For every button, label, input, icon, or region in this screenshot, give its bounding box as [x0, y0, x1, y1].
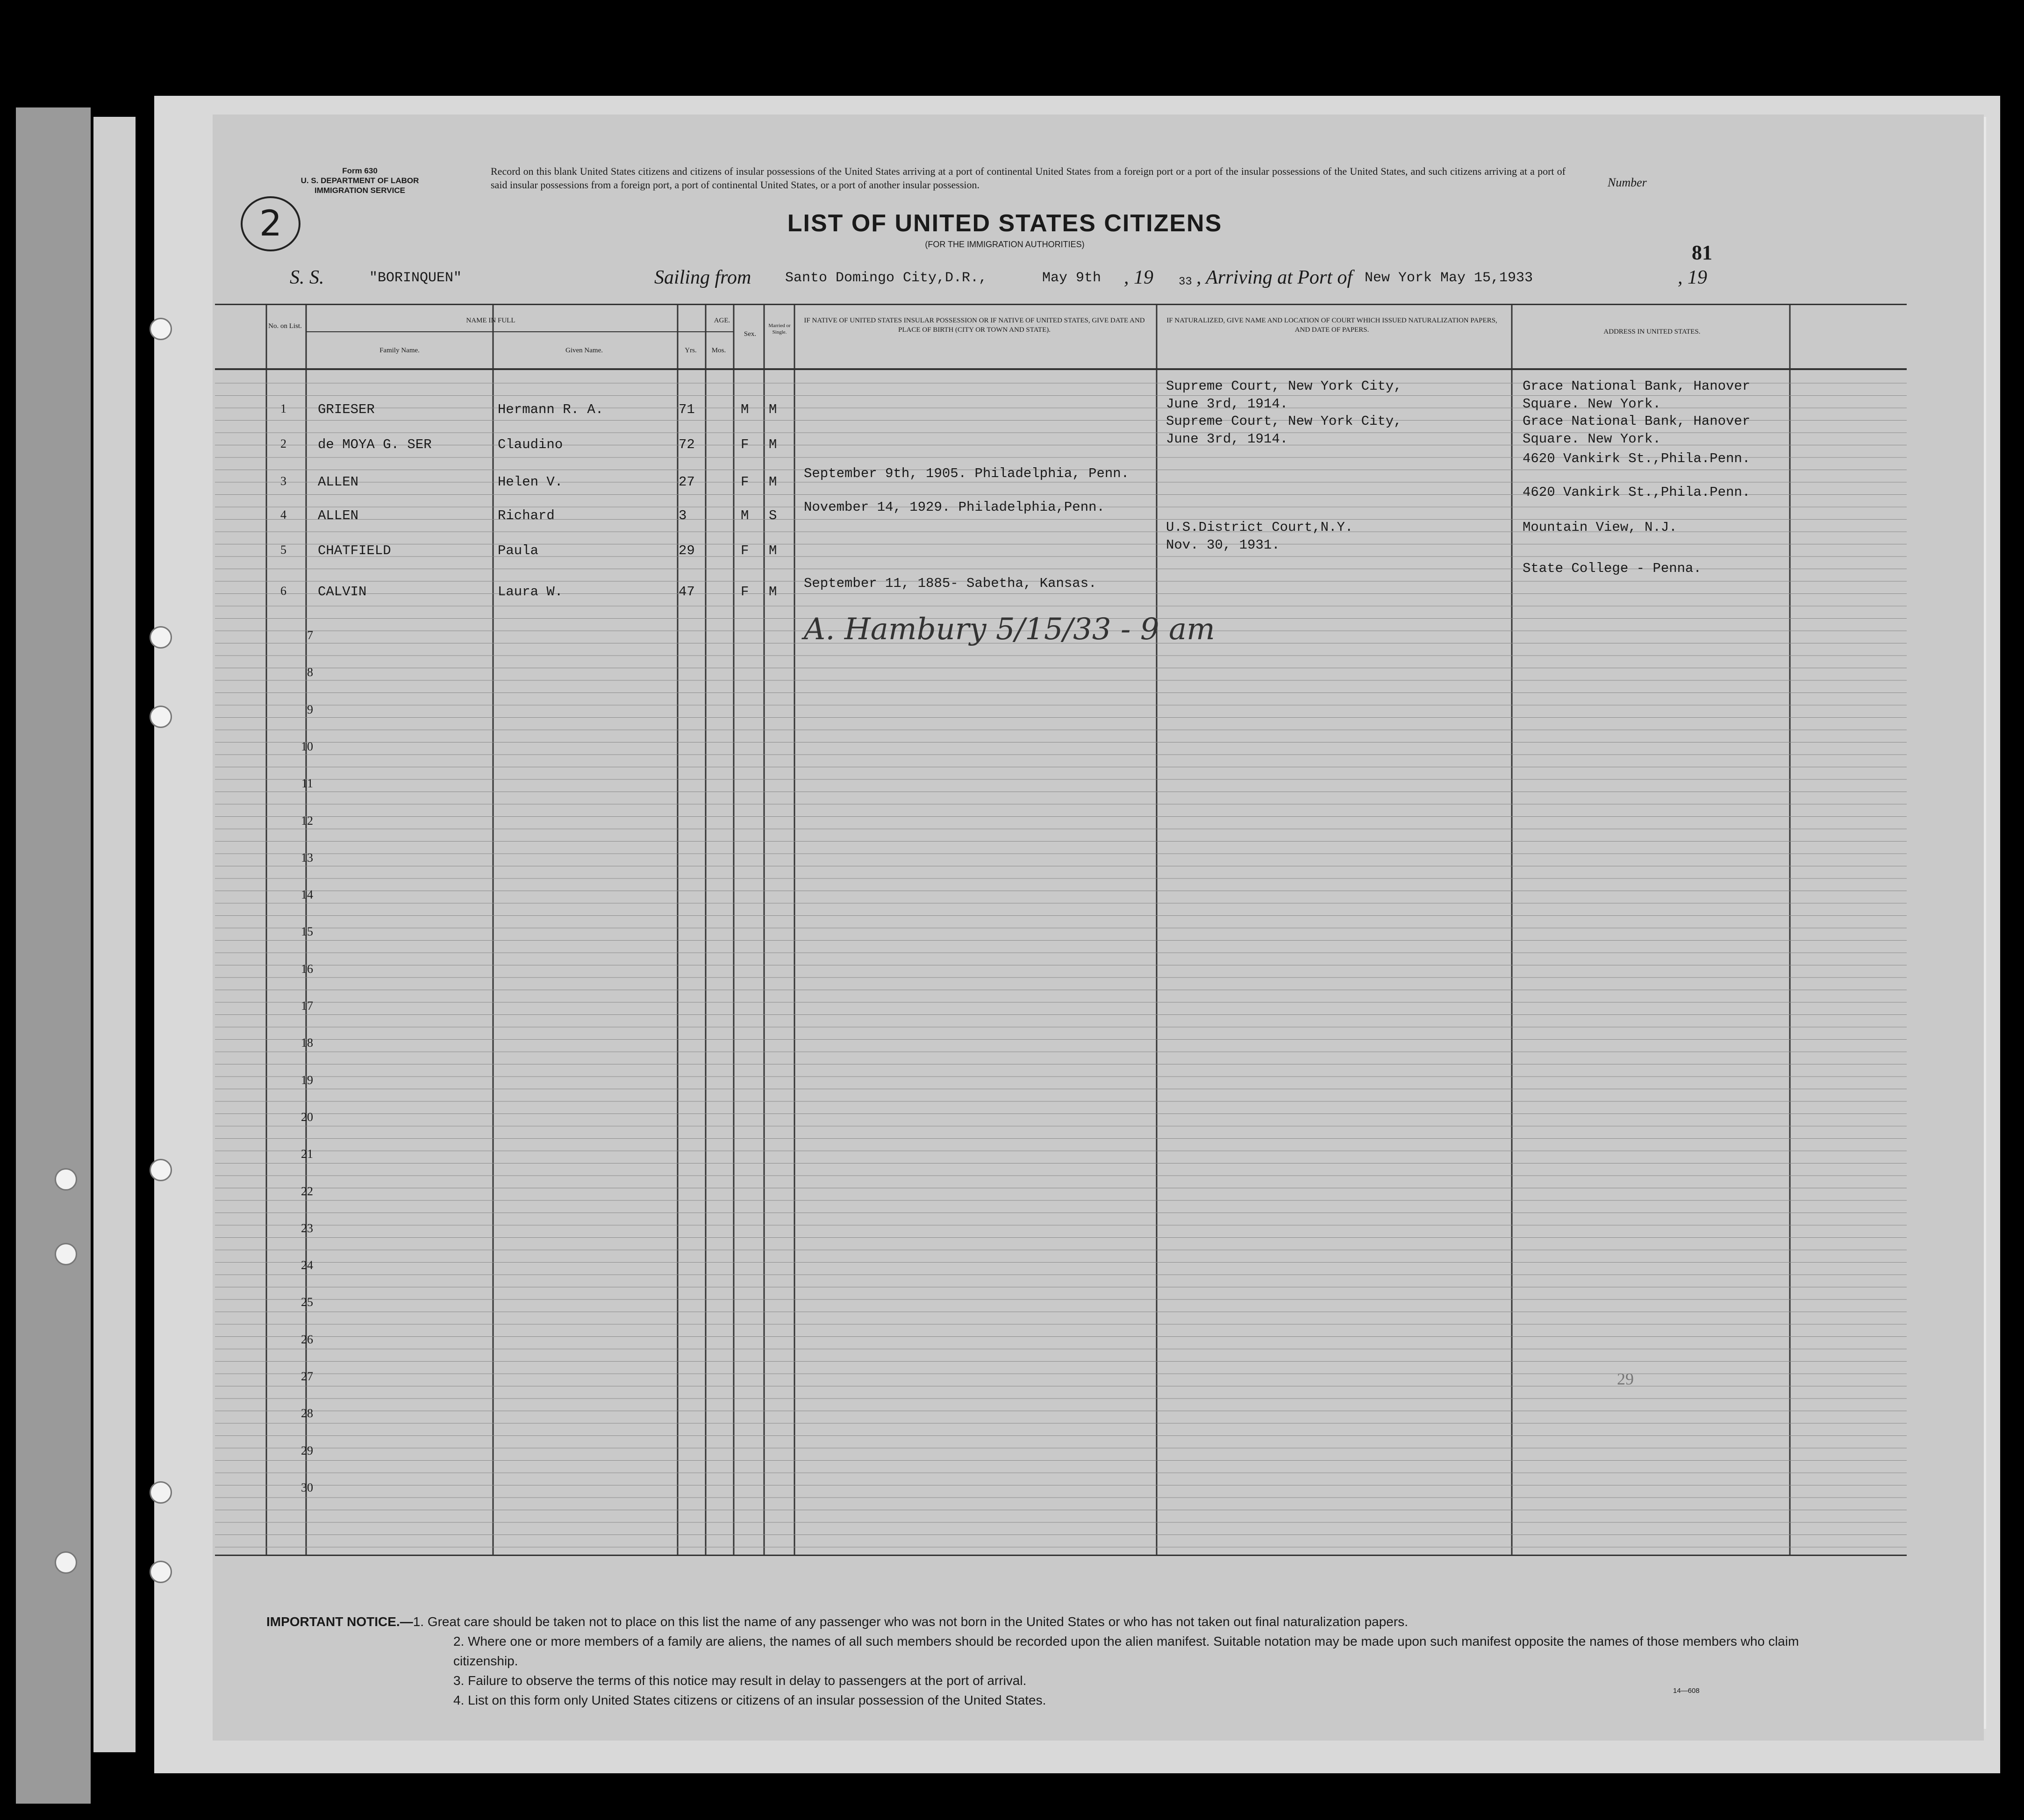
row-number: 7: [307, 628, 313, 642]
sex: M: [741, 508, 749, 523]
row-number: 28: [301, 1406, 313, 1420]
family-name: ALLEN: [318, 508, 359, 523]
address-line2: Square. New York.: [1523, 396, 1661, 412]
naturalization-line1: Supreme Court, New York City,: [1166, 378, 1402, 394]
row-number: 16: [301, 962, 313, 976]
row-number: 13: [301, 850, 313, 864]
col-no-on-list: No. on List.: [268, 322, 302, 330]
marital-status: M: [769, 543, 777, 558]
address-line1: 4620 Vankirk St.,Phila.Penn.: [1523, 485, 1751, 500]
age-years: 27: [679, 474, 695, 490]
row-number: 25: [301, 1295, 313, 1309]
address-line1: Grace National Bank, Hanover: [1523, 414, 1751, 429]
marital-status: M: [769, 402, 777, 417]
address-line1: Grace National Bank, Hanover: [1523, 378, 1751, 394]
col-naturalized: IF NATURALIZED, GIVE NAME AND LOCATION OF COURT WHICH ISSUED NATURALIZATION PAPERS, AND DATE OF PAPERS.: [1166, 317, 1497, 334]
punch-hole: [150, 1159, 172, 1181]
col-given-name: Given Name.: [565, 347, 603, 354]
age-years: 47: [679, 584, 695, 600]
col-mos: Mos.: [711, 347, 726, 354]
row-number: 27: [301, 1370, 313, 1383]
address-line1: Mountain View, N.J.: [1523, 520, 1677, 535]
given-name: Laura W.: [498, 584, 563, 600]
service: IMMIGRATION SERVICE: [315, 186, 405, 195]
row-number: 24: [301, 1258, 313, 1272]
naturalization-line1: U.S.District Court,N.Y.: [1166, 520, 1353, 535]
notice-item: 3. Failure to observe the terms of this notice may result in delay to passengers at the port of arrival.: [453, 1673, 1027, 1688]
row-number: 14: [301, 888, 313, 902]
given-name: Paula: [498, 543, 539, 558]
birth-info: September 11, 1885- Sabetha, Kansas.: [804, 576, 1097, 591]
row-number: 18: [301, 1036, 313, 1050]
punch-hole: [150, 626, 172, 649]
notice-item: 2. Where one or more members of a family are aliens, the names of all such members should be recorded upon the alien manifest. Suitable notation may be made upon such manifest opposite the names of those members who claim citizenship.: [453, 1634, 1799, 1668]
sailing-label: Sailing from: [654, 267, 751, 288]
row-number: 10: [301, 739, 313, 753]
row-number: 19: [301, 1073, 313, 1087]
arriving-port: New York May 15,1933: [1365, 270, 1533, 286]
address-line1: State College - Penna.: [1523, 561, 1702, 576]
row-number: 15: [301, 925, 313, 939]
row-number: 6: [280, 584, 286, 598]
given-name: Helen V.: [498, 474, 563, 490]
page-title: LIST OF UNITED STATES CITIZENS: [787, 210, 1223, 237]
row-number: 17: [301, 999, 313, 1013]
col-yrs: Yrs.: [685, 347, 697, 354]
punch-hole: [55, 1243, 77, 1265]
family-name: ALLEN: [318, 474, 359, 490]
punch-hole: [150, 318, 172, 340]
naturalization-line2: Nov. 30, 1931.: [1166, 537, 1280, 553]
row-number: 1: [280, 402, 286, 415]
family-name: de MOYA G. SER: [318, 437, 432, 452]
row-number: 3: [280, 474, 286, 488]
address-line1: 4620 Vankirk St.,Phila.Penn.: [1523, 451, 1751, 466]
arrive-year: , 19: [1678, 267, 1707, 288]
circled-mark: 2: [241, 196, 300, 251]
form-code: 14—608: [1673, 1687, 1700, 1695]
age-years: 3: [679, 508, 687, 523]
notice-item: 1. Great care should be taken not to place on this list the name of any passenger who was not born in the United States or who has not taken out final naturalization papers.: [413, 1614, 1408, 1629]
col-family-name: Family Name.: [379, 347, 420, 354]
punch-hole: [150, 706, 172, 728]
col-name-in-full: NAME IN FULL: [466, 317, 515, 324]
punch-hole: [150, 1561, 172, 1583]
age-years: 72: [679, 437, 695, 452]
row-number: 2: [280, 437, 286, 450]
row-number: 12: [301, 814, 313, 828]
family-name: CHATFIELD: [318, 543, 391, 558]
marital-status: S: [769, 508, 777, 523]
department: U. S. DEPARTMENT OF LABOR: [300, 176, 419, 185]
naturalization-line1: Supreme Court, New York City,: [1166, 414, 1402, 429]
age-years: 71: [679, 402, 695, 417]
naturalization-line2: June 3rd, 1914.: [1166, 396, 1288, 412]
row-number: 21: [301, 1147, 313, 1161]
sex: F: [741, 543, 749, 558]
row-number: 30: [301, 1480, 313, 1494]
sex: F: [741, 584, 749, 600]
sailing-from: Santo Domingo City,D.R.,: [785, 270, 987, 286]
year-suffix: 33: [1179, 276, 1192, 288]
page-subtitle: (FOR THE IMMIGRATION AUTHORITIES): [925, 240, 1085, 249]
row-number: 20: [301, 1110, 313, 1124]
sex: F: [741, 437, 749, 452]
year-prefix: , 19: [1124, 267, 1153, 288]
row-number: 4: [280, 508, 286, 521]
row-number: 9: [307, 702, 313, 716]
given-name: Claudino: [498, 437, 563, 452]
family-name: CALVIN: [318, 584, 367, 600]
given-name: Hermann R. A.: [498, 402, 604, 417]
important-notice: [266, 1612, 1809, 1710]
col-age: AGE.: [714, 317, 730, 324]
row-number: 8: [307, 665, 313, 679]
ss-label: S. S.: [290, 267, 324, 288]
row-number: 29: [301, 1443, 313, 1457]
binder-strip: [16, 107, 91, 1804]
col-birth: IF NATIVE OF UNITED STATES INSULAR POSSESSION OR IF NATIVE OF UNITED STATES, GIVE DATE AND PLACE OF BIRTH (CITY OR TOWN AND STATE).: [804, 317, 1145, 334]
col-married-single: Married or Single.: [768, 323, 791, 335]
ship-name: "BORINQUEN": [369, 270, 462, 286]
form-number: Form 630: [342, 166, 378, 175]
inspector-signature: A. Hambury 5/15/33 - 9 am: [804, 612, 1215, 647]
form-info: [271, 166, 449, 195]
address-line2: Square. New York.: [1523, 431, 1661, 447]
pencil-note: 29: [1617, 1370, 1634, 1388]
marital-status: M: [769, 474, 777, 490]
punch-hole: [150, 1481, 172, 1504]
notice-item: 4. List on this form only United States citizens or citizens of an insular possession of the United States.: [453, 1693, 1046, 1707]
naturalization-line2: June 3rd, 1914.: [1166, 431, 1288, 447]
row-number: 5: [280, 543, 286, 557]
col-sex: Sex.: [744, 330, 757, 338]
row-number: 11: [301, 777, 313, 791]
marital-status: M: [769, 437, 777, 452]
col-address: ADDRESS IN UNITED STATES.: [1603, 328, 1701, 335]
arriving-label: , Arriving at Port of: [1196, 267, 1353, 288]
given-name: Richard: [498, 508, 555, 523]
sex: F: [741, 474, 749, 490]
row-number: 22: [301, 1184, 313, 1198]
row-number: 23: [301, 1221, 313, 1235]
list-number: 81: [1692, 241, 1712, 264]
binder-strip-inner: [93, 117, 136, 1752]
punch-hole: [55, 1168, 77, 1191]
sex: M: [741, 402, 749, 417]
birth-info: November 14, 1929. Philadelphia,Penn.: [804, 500, 1105, 515]
instructions: Record on this blank United States citizens and citizens of insular possessions of the United States arriving at a port of continental United States from a foreign port or a port of the insular possessions of the United States, and such citizens arriving at a port of said insular possessions from a foreign port, a port of continental United States, or a port of another insular possession.: [491, 165, 1566, 191]
marital-status: M: [769, 584, 777, 600]
punch-hole: [55, 1551, 77, 1574]
row-number: 26: [301, 1332, 313, 1346]
age-years: 29: [679, 543, 695, 558]
family-name: GRIESER: [318, 402, 375, 417]
number-label: Number: [1608, 176, 1647, 189]
notice-lead: IMPORTANT NOTICE.—: [266, 1614, 413, 1629]
birth-info: September 9th, 1905. Philadelphia, Penn.: [804, 466, 1130, 481]
sailing-date: May 9th: [1042, 270, 1101, 286]
